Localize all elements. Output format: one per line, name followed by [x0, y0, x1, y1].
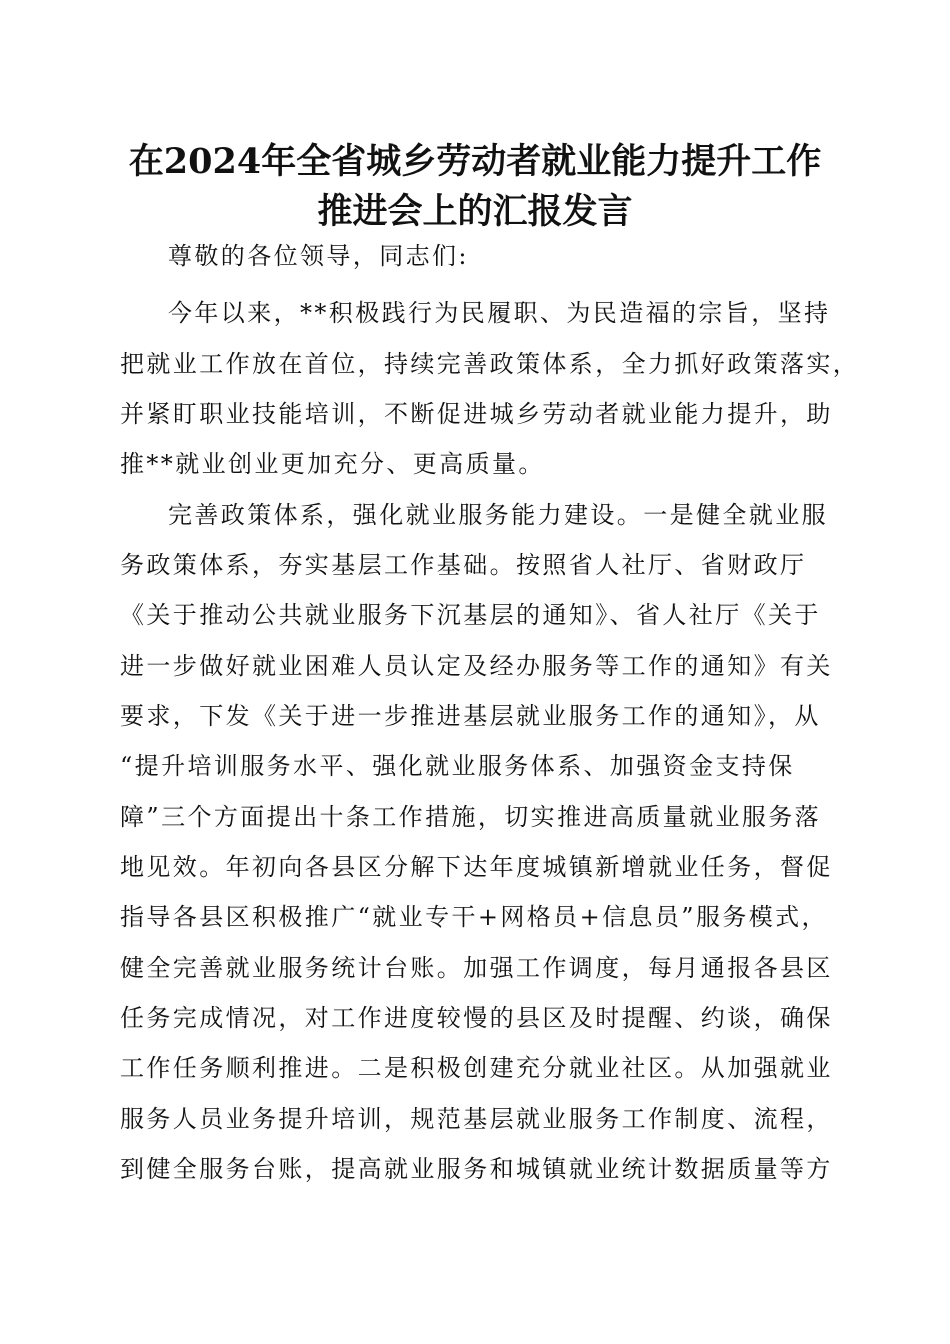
document-title-line-1: 在2024年全省城乡劳动者就业能力提升工作: [128, 141, 822, 182]
paragraph-2-line: 任务完成情况，对工作进度较慢的县区及时提醒、约谈，确保: [120, 1004, 833, 1032]
paragraph-1-line: 并紧盯职业技能培训，不断促进城乡劳动者就业能力提升，助: [120, 400, 833, 428]
paragraph-2-line: 健全完善就业服务统计台账。加强工作调度，每月通报各县区: [120, 954, 833, 982]
paragraph-2-line: 《关于推动公共就业服务下沉基层的通知》、省人社厅《关于: [120, 601, 821, 629]
paragraph-2-line: 服务人员业务提升培训，规范基层就业服务工作制度、流程，: [120, 1105, 833, 1133]
paragraph-2-line: 地见效。年初向各县区分解下达年度城镇新增就业任务，督促: [120, 853, 833, 881]
paragraph-2-line: “提升培训服务水平、强化就业服务体系、加强资金支持保: [120, 752, 795, 780]
paragraph-2-line: 工作任务顺利推进。二是积极创建充分就业社区。从加强就业: [120, 1054, 833, 1082]
paragraph-2-line: 务政策体系，夯实基层工作基础。按照省人社厅、省财政厅: [120, 551, 807, 579]
paragraph-2-line: 指导各县区积极推广“就业专干+网格员+信息员”服务模式，: [120, 903, 828, 931]
paragraph-2-line: 进一步做好就业困难人员认定及经办服务等工作的通知》有关: [120, 652, 833, 680]
paragraph-2-line: 障”三个方面提出十条工作措施，切实推进高质量就业服务落: [120, 803, 822, 831]
paragraph-1-line: 把就业工作放在首位，持续完善政策体系，全力抓好政策落实，: [120, 350, 860, 378]
paragraph-1-line: 今年以来，**积极践行为民履职、为民造福的宗旨，坚持: [168, 299, 831, 327]
paragraph-2-line: 到健全服务台账，提高就业服务和城镇就业统计数据质量等方: [120, 1155, 833, 1183]
paragraph-2-line: 完善政策体系，强化就业服务能力建设。一是健全就业服: [168, 501, 828, 529]
paragraph-1-line: 推**就业创业更加充分、更高质量。: [120, 450, 545, 478]
document-title-line-2: 推进会上的汇报发言: [317, 191, 633, 232]
salutation: 尊敬的各位领导，同志们:: [168, 242, 469, 270]
paragraph-2-line: 要求，下发《关于进一步推进基层就业服务工作的通知》，从: [120, 702, 821, 730]
